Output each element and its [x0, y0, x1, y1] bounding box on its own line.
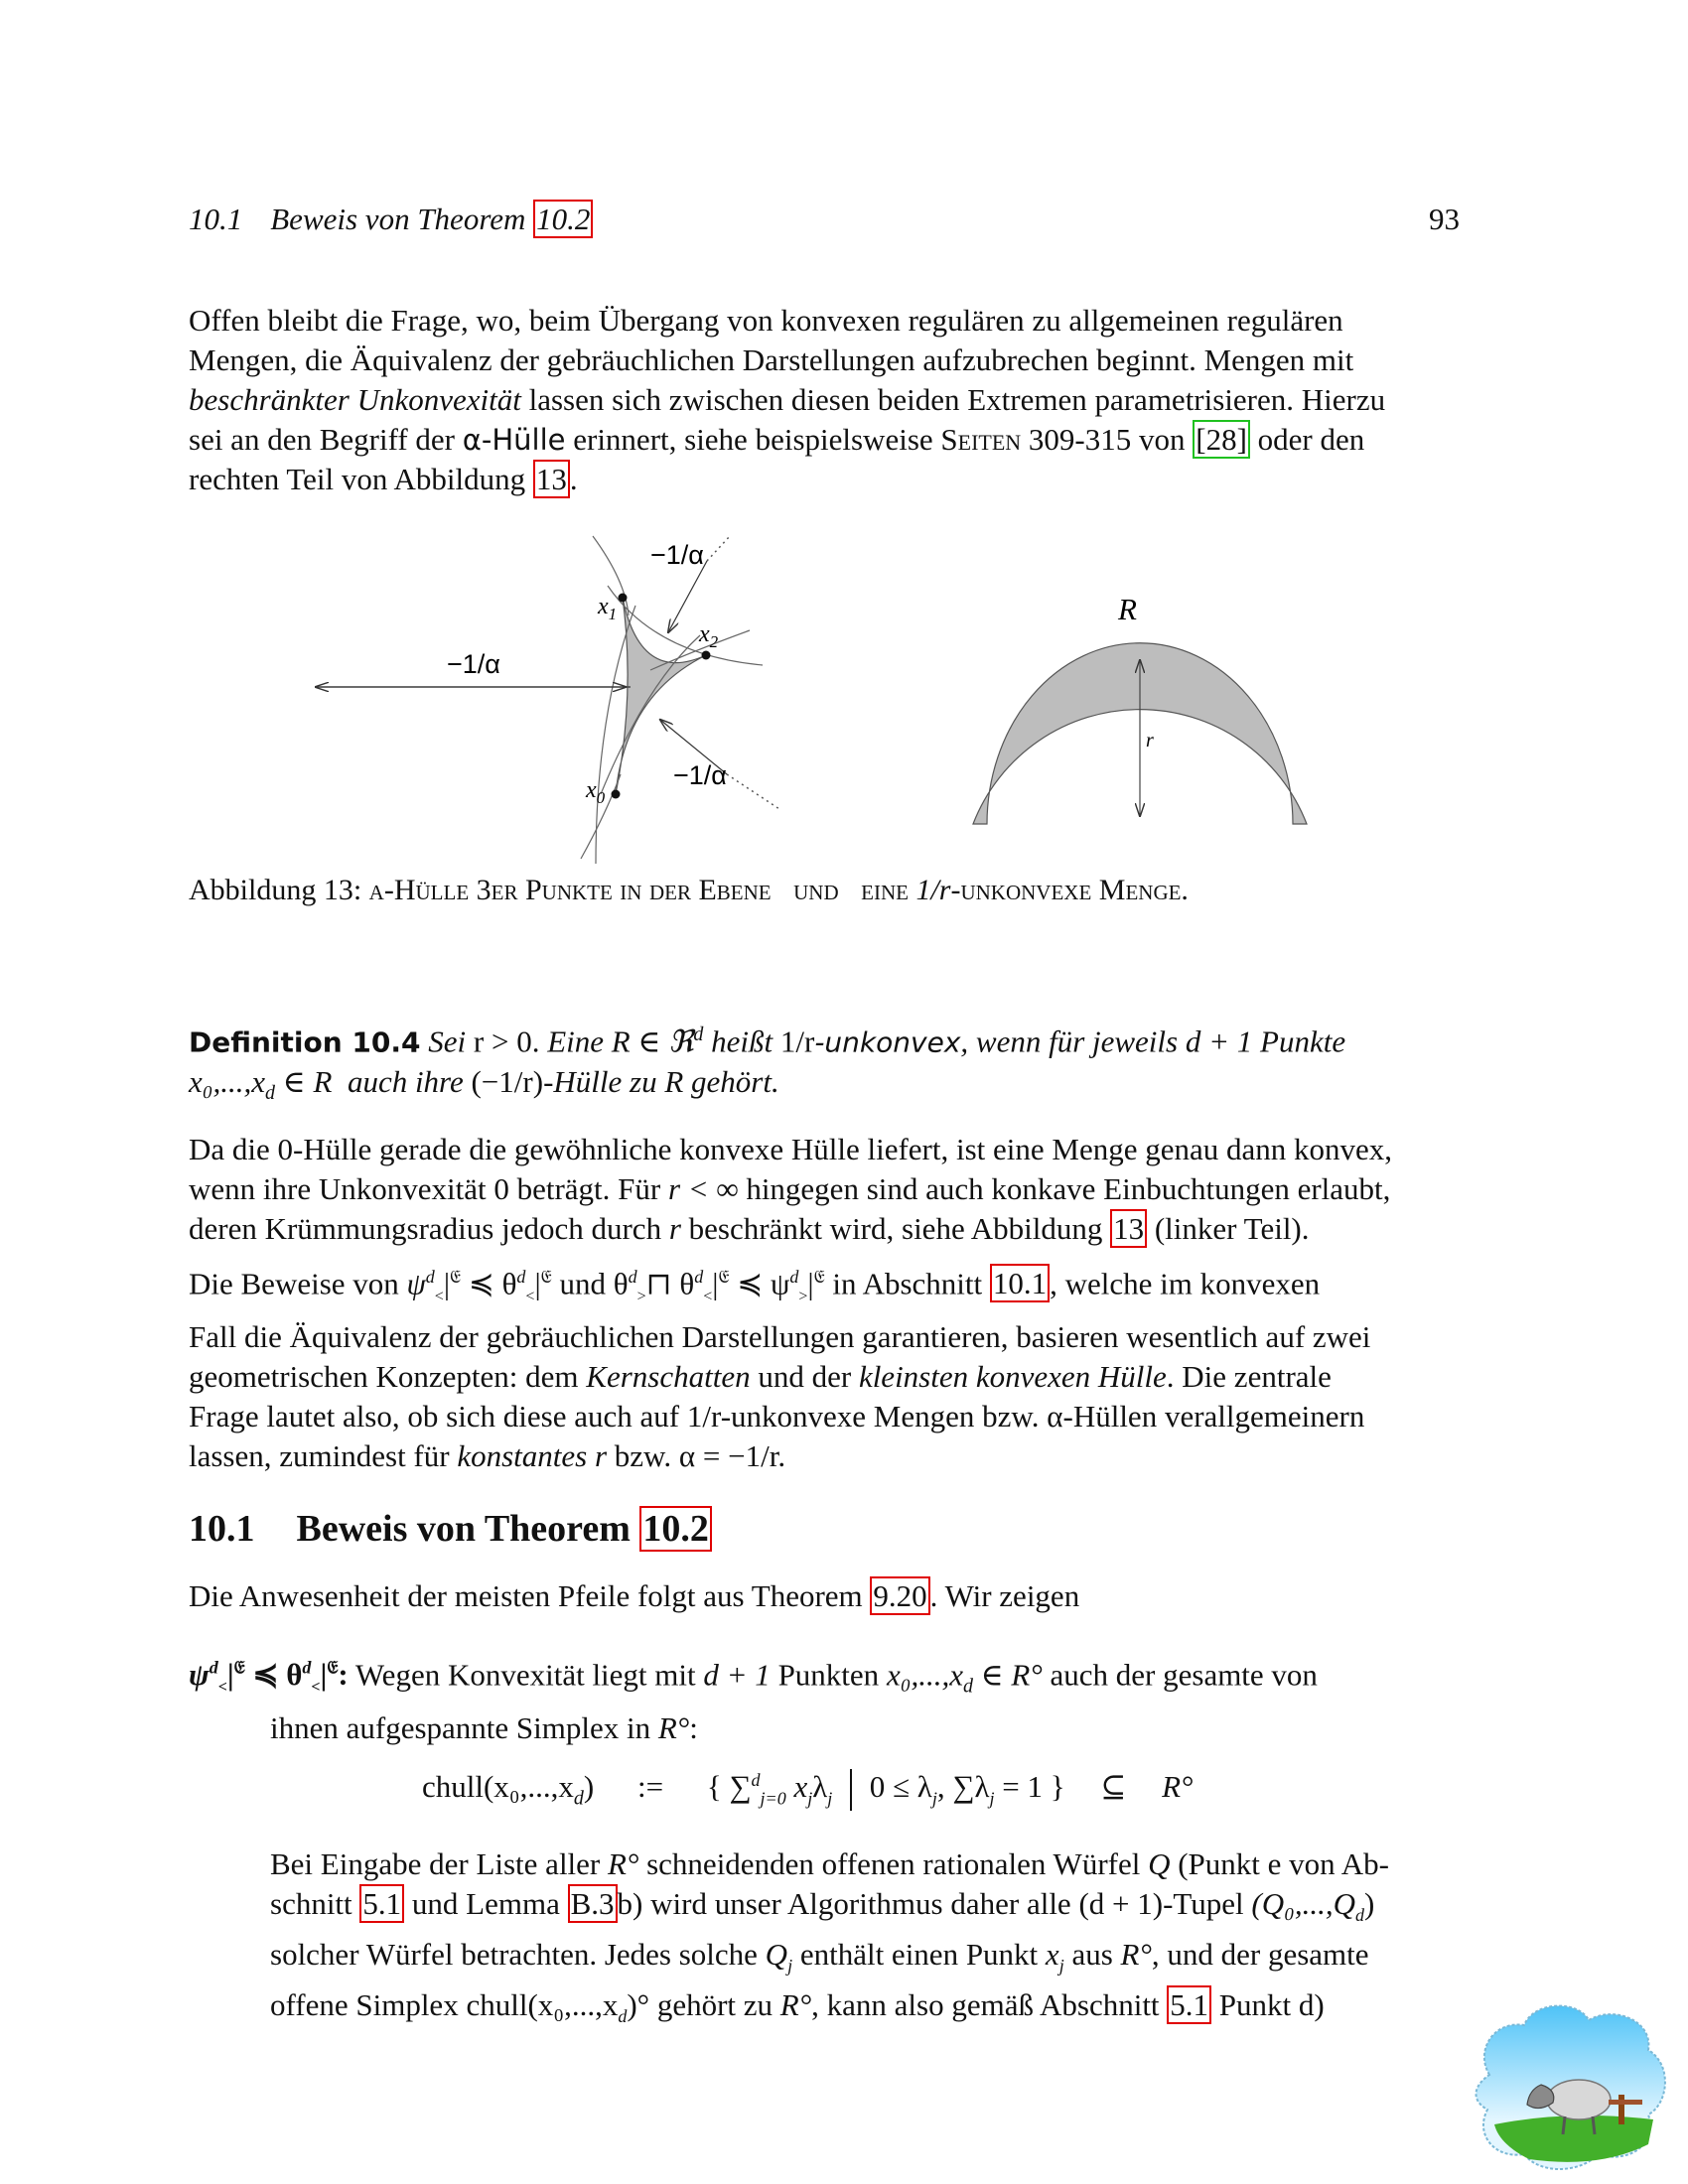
math: = 1 } — [1002, 1769, 1065, 1805]
defined-term: -unkonvex — [814, 1025, 961, 1059]
math: ) — [583, 1769, 595, 1805]
text: bzw. — [614, 1437, 672, 1473]
text: auch der gesamte von — [1050, 1657, 1318, 1693]
text: deren Krümmungsradius jedoch durch — [189, 1211, 662, 1246]
text: , kann also gemäß Abschnitt — [811, 1987, 1160, 2023]
math: := — [636, 1769, 664, 1805]
math: Q — [1148, 1846, 1171, 1881]
text: : — [338, 1657, 349, 1693]
math: ≼ θ — [468, 1266, 517, 1301]
point-x0 — [612, 790, 621, 799]
section-ref-link[interactable]: 10.1 — [990, 1264, 1050, 1302]
math-sub: > — [798, 1288, 808, 1305]
math-sub: d — [1355, 1905, 1365, 1926]
math-sub: < — [434, 1288, 444, 1305]
lemma-ref-link[interactable]: B.3 — [568, 1884, 618, 1923]
math: x₀,...,x — [886, 1657, 963, 1693]
math: ψ — [189, 1657, 210, 1693]
text: erinnert, siehe beispielsweise — [573, 422, 933, 457]
math-sup: d — [751, 1769, 761, 1790]
body-paragraph-1 — [189, 1130, 1460, 1476]
math-sub: > — [636, 1288, 646, 1305]
text: enthält einen Punkt — [799, 1937, 1039, 1973]
math-sup: 𝔈 — [233, 1658, 245, 1678]
math: ∈ R — [282, 1064, 333, 1100]
caption-part2a: eine — [861, 874, 909, 906]
math: r > 0. — [473, 1024, 540, 1059]
text: schnitt — [270, 1886, 352, 1921]
text: -Tupel — [1163, 1886, 1244, 1921]
body-line — [270, 1844, 1460, 1884]
label-x0 — [585, 777, 606, 807]
body-line: Da die 0-Hülle gerade die gewöhnliche konvexe Hülle liefert, ist eine Menge genau dann konvex, — [189, 1132, 1393, 1166]
text: Die Anwesenheit der meisten Pfeile folgt aus Theorem — [189, 1578, 863, 1613]
caption-frac: 1/r — [915, 874, 951, 906]
section-title: Beweis von Theorem — [296, 1508, 631, 1550]
claim-head: $\psi^d_<|^𝔈$ ≼ $\theta^d_<|^𝔈$: — [189, 1657, 349, 1697]
label-x2-sub: 2 — [709, 632, 719, 651]
running-section-ref-link[interactable]: 10.2 — [533, 200, 593, 238]
math: ⊆ — [1100, 1769, 1127, 1805]
text: und — [559, 1266, 606, 1301]
text: heißt — [711, 1024, 774, 1059]
text: lassen, zumindest für — [189, 1437, 450, 1473]
text: sei an den Begriff der — [189, 422, 455, 457]
text: b) wird unser Algorithmus daher alle — [617, 1886, 1071, 1921]
claim-line — [189, 1708, 1460, 1748]
math: 1/r — [686, 1398, 721, 1433]
text: wenn ihre Unkonvexität 0 beträgt. Für — [189, 1171, 661, 1206]
text: , und der gesamte — [1151, 1937, 1369, 1973]
label-left: −1/α — [447, 649, 500, 679]
text: Sei — [428, 1024, 467, 1059]
math: chull(x₀,...,x — [422, 1769, 574, 1805]
definition-line — [189, 1015, 1460, 1062]
text: , welche im konvexen — [1050, 1266, 1321, 1301]
math: ≼ ψ — [737, 1266, 790, 1301]
text: lassen sich zwischen diesen beiden Extremen parametrisieren. Hierzu — [528, 382, 1386, 417]
text: Punkten — [777, 1657, 880, 1693]
text: gehört zu — [656, 1987, 774, 2023]
emphasis: konstantes — [457, 1437, 588, 1473]
math-sup: d — [209, 1658, 218, 1678]
figure-ref-link[interactable]: 13 — [1110, 1209, 1147, 1248]
math-sup: 𝔈 — [450, 1267, 462, 1287]
math-sub: < — [311, 1679, 321, 1697]
math: R — [664, 1064, 684, 1100]
math-sub: j=0 — [760, 1788, 786, 1809]
citation-link[interactable]: [28] — [1193, 420, 1250, 459]
body-line — [189, 1357, 1460, 1397]
running-section-title: Beweis von Theorem — [270, 202, 526, 236]
text: . Wir zeigen — [929, 1578, 1080, 1613]
text: ihnen aufgespannte Simplex in — [270, 1709, 651, 1745]
text: hingegen sind auch konkave Einbuchtungen erlaubt, — [746, 1171, 1391, 1206]
text: (Punkt e von Ab- — [1178, 1846, 1389, 1881]
math: , ∑λ — [936, 1769, 990, 1805]
math: x₀,...,x — [189, 1064, 266, 1100]
text: . Die zentrale — [1166, 1358, 1332, 1394]
math: (d + 1) — [1078, 1886, 1164, 1921]
text: beschränkt wird, siehe Abbildung — [688, 1211, 1103, 1246]
text: 309-315 von — [1028, 422, 1186, 457]
section-ref-link[interactable]: 5.1 — [359, 1884, 404, 1923]
math: r — [668, 1211, 681, 1246]
text: -Hüllen verallgemeinern — [1062, 1398, 1365, 1433]
math: ψ — [406, 1266, 426, 1301]
fence-rail — [1609, 2100, 1642, 2105]
math: r < ∞ — [667, 1171, 739, 1206]
math: α — [1047, 1398, 1063, 1433]
math-sup: d — [789, 1267, 799, 1287]
math-sub: d — [618, 2006, 628, 2027]
running-section-number: 10.1 — [189, 202, 243, 236]
figure-ref-link[interactable]: 13 — [533, 460, 570, 498]
math-sub: j — [1058, 1956, 1064, 1977]
math-sub: < — [525, 1288, 535, 1305]
label-x2 — [698, 621, 719, 651]
body-line — [189, 1436, 1460, 1476]
math-sub: d — [265, 1082, 276, 1105]
text: : — [689, 1709, 698, 1745]
text: und Lemma — [411, 1886, 560, 1921]
math-sub: d — [573, 1787, 584, 1810]
math: θ — [613, 1266, 629, 1301]
definition-10-4 — [189, 1015, 1460, 1114]
label-x1-sub: 1 — [608, 605, 618, 623]
math: R° — [1120, 1937, 1152, 1973]
text: offene Simplex — [270, 1987, 459, 2023]
text: , wenn für jeweils — [960, 1024, 1179, 1059]
point-x1 — [619, 594, 628, 603]
fence-post — [1618, 2095, 1624, 2124]
math: ∈ R° — [980, 1657, 1043, 1693]
math-sub: j — [931, 1788, 937, 1809]
math-sup: 𝔈 — [540, 1267, 552, 1287]
sheep-body — [1547, 2080, 1611, 2119]
math: R° — [779, 1987, 812, 2023]
emphasis: kleinsten konvexen Hülle — [858, 1358, 1167, 1394]
math: R° — [1162, 1769, 1194, 1805]
point-x2 — [702, 651, 711, 660]
math: r — [594, 1437, 608, 1473]
math: (−1/r) — [471, 1064, 544, 1100]
text: geometrischen Konzepten: dem — [189, 1358, 579, 1394]
math: R ∈ ℜ — [611, 1024, 694, 1059]
small-caps-text: Seiten — [940, 422, 1022, 457]
math-sup: d — [693, 1024, 704, 1045]
math: λ — [812, 1769, 828, 1805]
text: -unkonvexe Mengen bzw. — [720, 1398, 1040, 1433]
math-sub: j — [807, 1788, 813, 1809]
math-sub: j — [989, 1788, 995, 1809]
math: R° — [608, 1846, 639, 1881]
body-line — [270, 1935, 1460, 1985]
body-line: Die Beweise von $\psi^d_<|^𝔈$ ≼ $\theta^d_<|^𝔈$ und $\theta^d_>⊓$ $\theta^d_<|^𝔈$ ≼ $\psi^d_>|^𝔈$ in Abschnitt 10.1, welche im konvexen — [189, 1266, 1321, 1305]
body-line — [189, 1169, 1460, 1209]
page-number: 93 — [1429, 202, 1460, 236]
text: Bei Eingabe der Liste aller — [270, 1846, 601, 1881]
math-sup: 𝔈 — [813, 1267, 825, 1287]
text: Eine — [547, 1024, 605, 1059]
label-x0-sub: 0 — [596, 788, 606, 807]
alpha-hull-term: α-Hülle — [462, 423, 566, 457]
text: rechten Teil von Abbildung — [189, 462, 526, 496]
sheep-logo — [1470, 1995, 1678, 2174]
sheep-leg — [1563, 2116, 1565, 2134]
claim-line — [189, 1648, 1460, 1708]
section-heading — [189, 1507, 712, 1551]
body-line: Fall die Äquivalenz der gebräuchlichen Darstellungen garantieren, basieren wesentlich auf zwei — [189, 1318, 1371, 1354]
emphasis: Kernschatten — [586, 1358, 751, 1394]
caption-prefix: Abbildung 13: — [189, 874, 362, 906]
grass — [1494, 2116, 1653, 2162]
section-number: 10.1 — [189, 1508, 255, 1550]
caption-part1: α-Hülle 3er Punkte in der Ebene — [368, 874, 772, 906]
section-theorem-ref-link[interactable]: 10.2 — [639, 1506, 712, 1552]
label-x2-main: x — [699, 621, 710, 647]
math: ⊓ θ — [645, 1266, 695, 1301]
label-bottom: −1/α — [673, 760, 727, 790]
body-line — [189, 1397, 1460, 1436]
body-line — [270, 1985, 1460, 2036]
math-sup: d — [302, 1658, 312, 1678]
math-sup: 𝔈 — [718, 1267, 730, 1287]
math-sup: 𝔈 — [327, 1658, 339, 1678]
label-R: R — [1118, 592, 1137, 626]
theorem-ref-link[interactable]: 9.20 — [870, 1576, 929, 1615]
label-top: −1/α — [650, 540, 704, 570]
section-ref-link[interactable]: 5.1 — [1167, 1985, 1211, 2024]
dotted-line — [727, 774, 779, 809]
math-sub: d — [962, 1675, 973, 1698]
math: ) — [1364, 1886, 1375, 1921]
body-paragraph-2 — [189, 1576, 1460, 1616]
label-r: r — [1146, 730, 1154, 751]
math: chull(x₀,...,x — [466, 1987, 619, 2023]
intro-line: Offen bleibt die Frage, wo, beim Übergang von konvexen regulären zu allgemeinen regulären — [189, 303, 1343, 338]
text: -Hülle zu — [543, 1064, 657, 1100]
text: (linker Teil). — [1154, 1211, 1310, 1246]
text: aus — [1071, 1937, 1113, 1973]
math: 1/r — [779, 1024, 815, 1059]
math-sup: d — [628, 1267, 637, 1287]
math-sub: j — [827, 1788, 833, 1809]
text: Wegen Konvexität liegt mit — [354, 1657, 696, 1693]
math: x — [793, 1769, 808, 1805]
text: Punkte — [1260, 1024, 1346, 1059]
text: und der — [758, 1358, 852, 1394]
math-bar — [850, 1769, 852, 1811]
claim-paragraph — [189, 1648, 1460, 1748]
math: Q — [765, 1937, 788, 1973]
caption-part2b: -unkonvexe Menge. — [950, 874, 1189, 906]
label-x0-main: x — [586, 777, 597, 803]
math: (Q₀,...,Q — [1251, 1886, 1356, 1921]
math-sub: j — [787, 1956, 793, 1977]
text: Frage lautet also, ob sich diese auch auf — [189, 1398, 680, 1433]
text: . — [569, 462, 578, 496]
math: x — [1045, 1937, 1059, 1973]
text: oder den — [1257, 422, 1365, 457]
math: )° — [627, 1987, 650, 2023]
text: Punkt d) — [1218, 1987, 1325, 2023]
text: Die Beweise von — [189, 1266, 399, 1301]
definition-label: Definition 10.4 — [189, 1025, 421, 1059]
caption-und: und — [793, 874, 839, 906]
math-sup: d — [694, 1267, 704, 1287]
math-sub: < — [703, 1288, 713, 1305]
emphasis: beschränkter Unkonvexität — [189, 382, 521, 417]
figure-caption — [189, 874, 1470, 907]
math: d + 1 — [703, 1657, 771, 1693]
dotted-line — [707, 536, 730, 561]
text: gehört. — [691, 1064, 779, 1100]
math: ≼ θ — [252, 1657, 303, 1693]
text: auch ihre — [347, 1064, 464, 1100]
math-sup: d — [425, 1267, 435, 1287]
body-line — [189, 1209, 1460, 1249]
math: 0 ≤ λ — [869, 1769, 932, 1805]
sheep-leg — [1593, 2116, 1595, 2134]
label-x1 — [597, 594, 617, 623]
math: R° — [657, 1709, 690, 1745]
text: schneidenden offenen rationalen Würfel — [646, 1846, 1141, 1881]
math: α = −1/r. — [678, 1437, 786, 1473]
math: d + 1 — [1185, 1024, 1253, 1059]
text: in Abschnitt — [832, 1266, 983, 1301]
intro-line: Mengen, die Äquivalenz der gebräuchlichen Darstellungen aufzubrechen beginnt. Mengen mit — [189, 342, 1354, 377]
text: solcher Würfel betrachten. Jedes solche — [270, 1937, 758, 1973]
math: { ∑ — [706, 1769, 752, 1805]
definition-line — [189, 1062, 1460, 1113]
body-line — [270, 1884, 1460, 1935]
label-x1-main: x — [598, 594, 609, 619]
math-sub: < — [217, 1679, 227, 1697]
display-equation — [422, 1769, 1193, 1811]
math-sup: d — [516, 1267, 526, 1287]
body-paragraph-3 — [270, 1844, 1460, 2037]
